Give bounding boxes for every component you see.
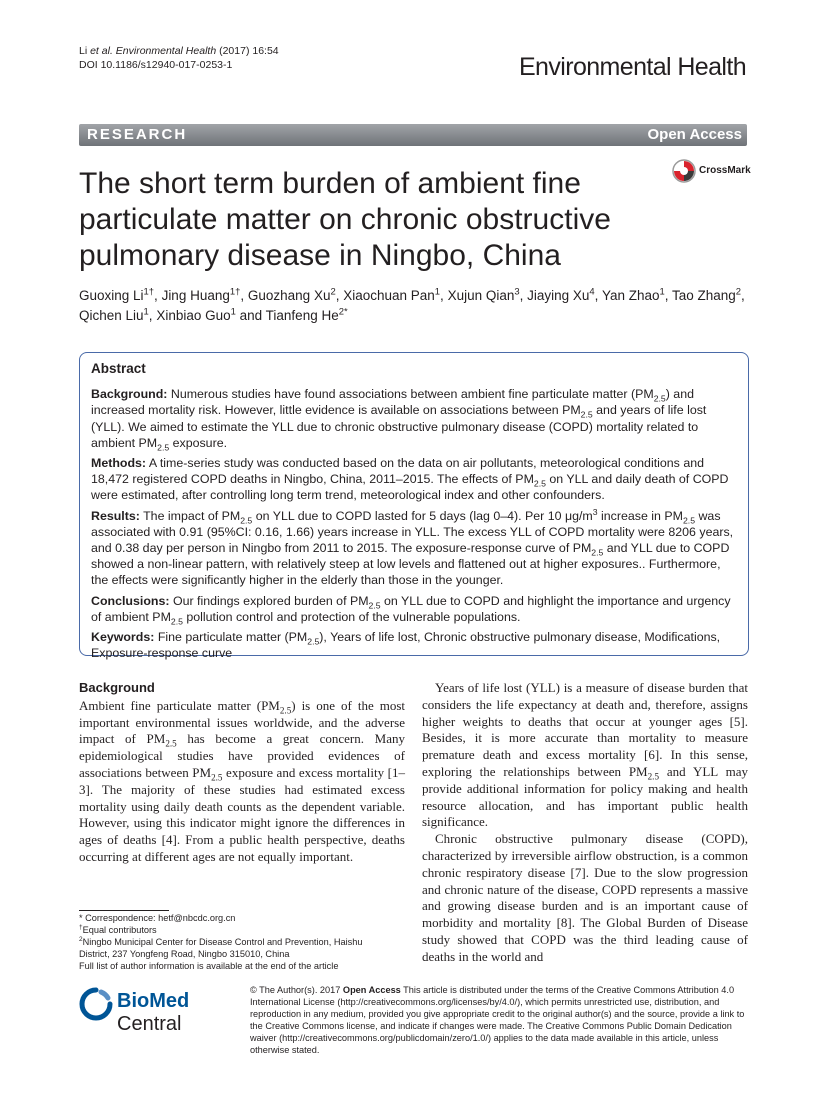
formula-index: 2.5: [368, 600, 381, 611]
crossmark-icon: [672, 159, 696, 183]
abstract-results: Results: The impact of $PM_{2.5}$ on YLL due to COPD lasted for 5 days (lag 0–4). Per 10 $\mu g/m^3$ increase in $PM_{2.5}$ was associated with 0.91 (95%CI: 0.16, 1.66) years increase in YLL. The excess YLL of COPD mortality were 8206 years, and 0.38 day per person in Ningbo from 2011 to 2015. The exposure-response curve of $PM_{2.5}$ and YLL due to COPD showed a non-linear pattern, with relatively steep at low levels and flattened out at higher exposures.. Furthermore, the effects were significantly higher in the elderly than those in the younger.: [91, 506, 734, 588]
formula-index: 2.5: [279, 705, 292, 716]
abstract-methods: Methods: A time-series study was conducted based on the data on air pollutants, meteorological conditions and 18,472 registered COPD deaths in Ningbo, China, 2011–2015. The effects of $PM_{2.5}$ on YLL and daily death of COPD were estimated, after controlling long term trend, meteorological index and other confounders.: [91, 456, 729, 503]
body-paragraph: Years of life lost (YLL) is a measure of disease burden that considers the life expectancy at death and, therefore, assigns higher weights to deaths that occur at younger ages [5]. Besides, it is more accurate than mortality to measure premature death and excess mortality [6]. In this sense, exploring the relationships between $PM_{2.5}$ and YLL may provide additional information for policy making and health resource allocation, and has important public health significance.: [422, 680, 748, 830]
author-name: Guozhang Xu$^2$: [247, 286, 336, 303]
article-type-label: RESEARCH: [87, 126, 188, 143]
author-name: Jiaying Xu$^4$: [527, 286, 595, 303]
correspondence-note: * Correspondence: hetf@nbcdc.org.cn: [79, 913, 236, 923]
author-list: Guoxing $Li^{1\dagger}$, Jing Huang$^{1\dagger}$, Guozhang Xu$^2$, Xiaochuan Pan$^1$, Xujun Qian$^3$, Jiaying Xu$^4$, Yan Zhao$^1$, Tao Zhang$^2$, Qichen Liu$^1$, Xinbiao Guo$^1$ and Tianfeng $He^{2*}$: [79, 286, 745, 323]
equal-contribution-note: †Equal contributors: [79, 923, 157, 935]
citation-header: Li et al. Environmental Health (2017) 16:54 DOI 10.1186/s12940-017-0253-1: [79, 45, 279, 71]
section-banner: [79, 124, 747, 146]
publisher-logo: BioMed Central: [79, 985, 239, 1025]
journal-name: Environmental Health: [518, 53, 746, 81]
footnotes: [79, 912, 379, 972]
author-name: Tianfeng $He^{2*}$: [265, 306, 348, 323]
author-name: Xiaochuan Pan$^1$: [343, 286, 441, 303]
body-paragraph: Chronic obstructive pulmonary disease (COPD), characterized by irreversible airflow obstruction, is a common chronic respiratory disease [7]. Due to the slow progression and chronic nature of the disease, COPD represents a massive and growing disease burden and is an important cause of morbidity and mortality [8]. The Global Burden of Disease study showed that COPD was the third leading cause of deaths in the world and: [422, 831, 748, 964]
abstract-box: [79, 352, 749, 661]
author-name: Qichen Liu$^1$: [79, 306, 149, 323]
biomed-central-icon: [79, 987, 113, 1021]
body-paragraph: Ambient fine particulate matter $(PM_{2.5})$ is one of the most important environmental issues worldwide, and the adverse impact of $PM_{2.5}$ has become a great concern. Many epidemiological studies have provided evidences of associations between $PM_{2.5}$ exposure and excess mortality [1–3]. The majority of these studies had estimated excess mortality using daily death counts as the dependent variable. However, using this indicator might ignore the differences in ages of deaths [4]. From a public health perspective, deaths occurring at different ages are not equally important.: [79, 697, 405, 864]
abstract-keywords: Keywords: Fine particulate matter $(PM_{2.5})$, Years of life lost, Chronic obstructive pulmonary disease, Modifications, Exposure-response curve: [91, 630, 721, 661]
author-name: Jing Huang$^{1\dagger}$: [161, 286, 241, 303]
author-name: Yan Zhao$^1$: [601, 286, 665, 303]
formula-index: 2.5: [580, 409, 593, 420]
author-name: Guoxing $Li^{1\dagger}$: [79, 286, 155, 303]
body-column-right: [422, 680, 748, 966]
author-name: Tao Zhang$^2$: [672, 286, 742, 303]
section-heading-background: Background: [79, 680, 155, 695]
formula-index: 2.5: [647, 771, 659, 782]
formula-index: 3: [592, 506, 598, 517]
formula-index: 2.5: [591, 547, 604, 558]
formula-index: 2.5: [165, 738, 177, 749]
formula-index: 2.5: [157, 442, 170, 453]
formula-index: 2.5: [240, 515, 253, 526]
author-name: Xujun Qian$^3$: [447, 286, 520, 303]
license-statement: © The Author(s). 2017 Open Access This article is distributed under the terms of the Creative Commons Attribution 4.0 International License (http://creativecommons.org/licenses/by/4.0/), which permits unrestricted use, distribution, and reproduction in any medium, provided you give appropriate credit to the original author(s) and the source, provide a link to the Creative Commons license, and indicate if changes were made. The Creative Commons Public Domain Dedication waiver (http://creativecommons.org/publicdomain/zero/1.0/) applies to the data made available in this article, unless otherwise stated.: [250, 985, 745, 1055]
abstract-conclusions: Conclusions: Our findings explored burden of $PM_{2.5}$ on YLL due to COPD and highlight the importance and urgency of ambient $PM_{2.5}$ pollution control and protection of the vulnerable populations.: [91, 593, 731, 627]
doi[interactable]: DOI 10.1186/s12940-017-0253-1: [79, 59, 233, 71]
footnote-divider: [79, 910, 169, 911]
author-name: Xinbiao Guo$^1$: [156, 306, 236, 323]
formula-index: 2.5: [170, 616, 183, 627]
abstract-heading: Abstract: [91, 361, 146, 376]
formula-index: 2.5: [653, 393, 666, 404]
crossmark-label: CrossMark: [699, 165, 751, 176]
crossmark-badge[interactable]: [672, 156, 752, 186]
body-column-left: [79, 680, 405, 866]
article-title: The short term burden of ambient fine particulate matter on chronic obstructive pulmonary disease in Ningbo, China: [79, 167, 611, 272]
affiliation-note: $^2$Ningbo Municipal Center for Disease Control and Prevention, Haishu District, 237 Yongfeng Road, Ningbo 315010, China: [79, 935, 363, 959]
formula-index: 2.5: [533, 478, 546, 489]
formula-index: 2.5: [307, 636, 320, 647]
formula-index: 2.5: [682, 515, 696, 526]
open-access-label: Open Access: [647, 126, 742, 143]
abstract-background: Background: Numerous studies have found associations between ambient fine particulate matter $(PM_{2.5})$ and increased mortality risk. However, little evidence is available on associations between $PM_{2.5}$ and years of life lost (YLL). We aimed to estimate the YLL due to chronic obstructive pulmonary disease (COPD) mortality related to ambient $PM_{2.5}$ exposure.: [91, 387, 707, 453]
formula-index: 2.5: [211, 772, 223, 783]
author-info-note: Full list of author information is available at the end of the article: [79, 961, 339, 971]
